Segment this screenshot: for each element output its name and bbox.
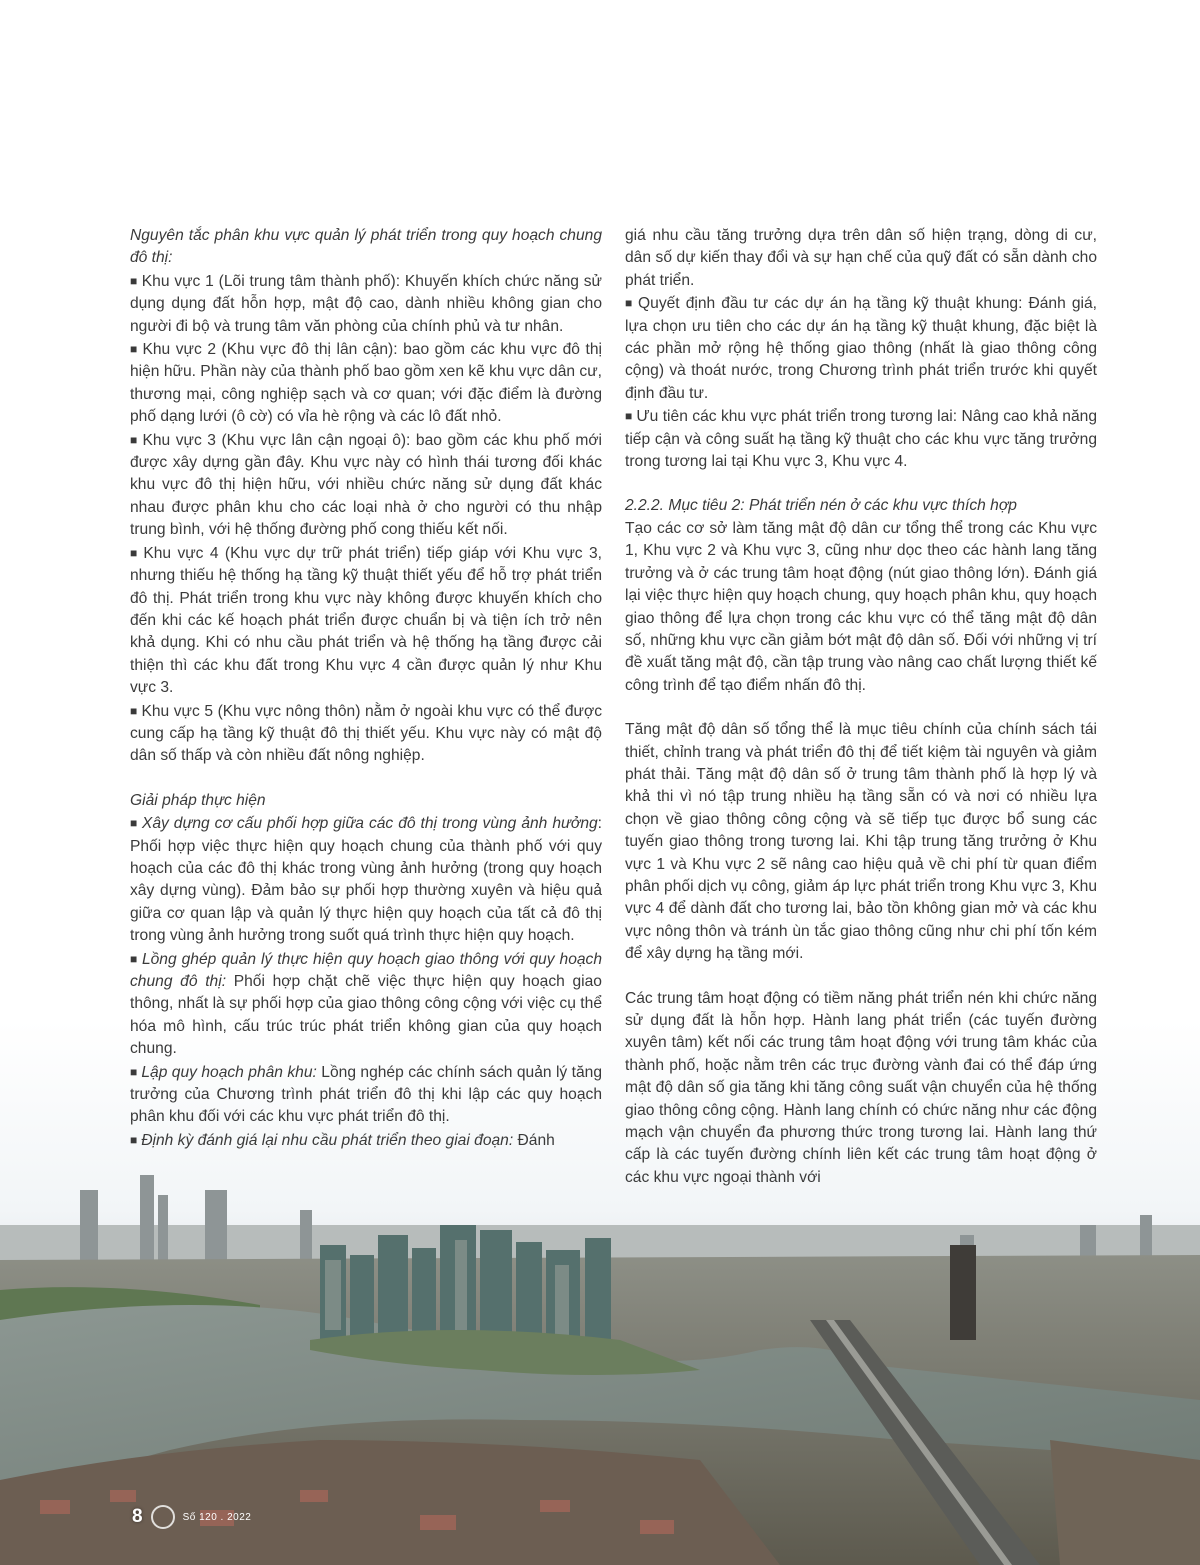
solutions-heading: Giải pháp thực hiện <box>130 791 266 809</box>
zone-item: ■ Khu vực 2 (Khu vực đô thị lân cận): bao gồm các khu vực đô thị hiện hữu. Phần này của thành phố bao gồm xen kẽ khu vực dân cư, thương mại, công nghiệp sạch và cơ quan; với đặc điểm là đường phố dạng lưới (ô cờ) có vỉa hè rộng và các lô đất nhỏ. <box>130 341 602 426</box>
square-bullet-icon: ■ <box>130 816 138 831</box>
square-bullet-icon: ■ <box>130 545 140 560</box>
continuation-paragraph: giá nhu cầu tăng trưởng dựa trên dân số hiện trạng, dòng di cư, dân số dự kiến thay đổi và sự hạn chế của quỹ đất có sẵn dành cho phát triển. <box>625 227 1097 289</box>
zone-item: ■ Khu vực 3 (Khu vực lân cận ngoại ô): bao gồm các khu phố mới được xây dựng gần đây. Khu vực này có hình thái tương đối khác khu vực đô thị hiện hữu, với nhiều chức năng sử dụng đất khác nhau được phân khu cho các loại nhà ở cho người có thu nhập trung bình, với hệ thống đường phố cong thiếu kết nối. <box>130 431 603 539</box>
square-bullet-icon: ■ <box>130 273 138 288</box>
bullet-item: ■ Ưu tiên các khu vực phát triển trong tương lai: Nâng cao khả năng tiếp cận và công suất hạ tầng kỹ thuật cho các khu vực tăng trưởng trong tương lai tại Khu vực 3, Khu vực 4. <box>625 408 1097 471</box>
solution-item: ■ Xây dựng cơ cấu phối hợp giữa các đô thị trong vùng ảnh hưởng: Phối hợp việc thực hiện quy hoạch chung của thành phố với quy hoạch của các đô thị khác trong vùng ảnh hưởng (trong quy hoạch xây dựng vùng). Đảm bảo sự phối hợp thường xuyên và hiệu quả giữa cơ quan lập và quản lý thực hiện quy hoạch của tất cả đô thị trong vùng ảnh hưởng trong suốt quá trình thực hiện quy hoạch. <box>130 815 603 945</box>
square-bullet-icon: ■ <box>130 1064 138 1079</box>
body-paragraph: Các trung tâm hoạt động có tiềm năng phát triển nén khi chức năng sử dụng đất là hỗn hợp. Hành lang phát triển (các tuyến đường xuyên tâm) kết nối các trung tâm hoạt động với trung tâm khác của thành phố, hoặc nằm trên các trục đường vành đai có thể đáp ứng mật độ dân số gia tăng khi tăng công suất vận chuyển của hệ thống giao thông công cộng. Hành lang chính có chức năng như các động mạch vận chuyển đa phương thức trong tương lai. Hành lang thứ cấp là các tuyến đường chính liên kết các trung tâm hoạt động ở các khu vực ngoại thành với <box>625 989 1097 1186</box>
magazine-logo-icon <box>151 1505 175 1529</box>
body-paragraph: Tăng mật độ dân số tổng thể là mục tiêu chính của chính sách tái thiết, chỉnh trang và phát triển đô thị để tiết kiệm tài nguyên và giảm phát thải. Tăng mật độ dân số ở trung tâm thành phố là hợp lý và khả thi vì nó tập trung nhiều hạ tầng sẵn có và nơi có nhiều lựa chọn về giao thông công cộng và sẽ tiếp tục được bổ sung các tuyến giao thông trong tương lai. Khi tập trung tăng trưởng ở Khu vực 1 và Khu vực 2 sẽ nâng cao hiệu quả về chi phí từ quan điểm phân phối dịch vụ công, giảm áp lực phát triển trong Khu vực 3, Khu vực 4 để dành đất cho tương lai, bảo tồn không gian mở và các khu vực nông thôn và tránh ùn tắc giao thông cũng như chi phí tốn kém để xây dựng hạ tầng mới. <box>625 721 1097 963</box>
square-bullet-icon: ■ <box>130 703 138 718</box>
section-heading: 2.2.2. Mục tiêu 2: Phát triển nén ở các khu vực thích hợp <box>625 497 1017 515</box>
bullet-item: ■ Quyết định đầu tư các dự án hạ tầng kỹ thuật khung: Đánh giá, lựa chọn ưu tiên cho các dự án hạ tầng kỹ thuật khung, đặc biệt là các phần mở rộng hệ thống giao thông (nhất là giao thông công cộng) và thoát nước, trong Chương trình phát triển trước khi quyết định đầu tư. <box>625 295 1097 402</box>
page-footer <box>132 1505 251 1529</box>
body-paragraph: Tạo các cơ sở làm tăng mật độ dân cư tổng thể trong các Khu vực 1, Khu vực 2 và Khu vực 3, cũng như dọc theo các hành lang tăng trưởng và ở các trung tâm hoạt động (nút giao thông lớn). Đánh giá lại việc thực hiện quy hoạch chung, quy hoạch phân khu, quy hoạch giao thông để lựa chọn trong các khu vực có thể tăng mật độ dân số, những khu vực cần giảm bớt mật độ dân số. Đối với những vị trí đề xuất tăng mật độ, cần tập trung vào nâng cao chất lượng thiết kế công trình để tạo điểm nhấn đô thị. <box>625 519 1097 694</box>
page-number: 8 <box>132 1506 143 1527</box>
square-bullet-icon: ■ <box>625 296 635 311</box>
solution-item: ■ Định kỳ đánh giá lại nhu cầu phát triển theo giai đoạn: Đánh <box>130 1131 555 1149</box>
zone-item: ■ Khu vực 1 (Lõi trung tâm thành phố): Khuyến khích chức năng sử dụng dụng đất hỗn hợp, mật độ cao, dành nhiều không gian cho người đi bộ và trung tâm văn phòng của chính phủ và tư nhân. <box>130 272 602 335</box>
zone-item: ■ Khu vực 5 (Khu vực nông thôn) nằm ở ngoài khu vực có thể được cung cấp hạ tầng kỹ thuật đô thị thiết yếu. Khu vực này có mật độ dân số thấp và còn nhiều đất nông nghiệp. <box>130 702 602 765</box>
solution-item: ■ Lập quy hoạch phân khu: Lồng nghép các chính sách quản lý tăng trưởng của Chương trình phát triển đô thị khi lập các quy hoạch phân khu đối với các khu vực phát triển đô thị. <box>130 1063 602 1126</box>
zone-item: ■ Khu vực 4 (Khu vực dự trữ phát triển) tiếp giáp với Khu vực 3, nhưng thiếu hệ thống hạ tầng kỹ thuật thiết yếu để hỗ trợ phát triển đô thị. Phát triển trong khu vực này không được khuyến khích cho đến khi các kế hoạch phát triển được chuẩn bị và tiện ích trở nên khả dụng. Khi có nhu cầu phát triển và hệ thống hạ tầng được cải thiện thì các khu đất trong Khu vực 4 cần được quản lý như Khu vực 3. <box>130 544 602 697</box>
solution-item: ■ Lồng ghép quản lý thực hiện quy hoạch giao thông với quy hoạch chung đô thị: Phối hợp chặt chẽ việc thực hiện quy hoạch giao thông, nhất là sự phối hợp của giao thông công cộng với việc cụ thể hóa mô hình, cấu trúc trúc phát triển không gian của quy hoạch chung. <box>130 950 603 1058</box>
square-bullet-icon: ■ <box>625 409 633 424</box>
left-column <box>130 225 602 1152</box>
right-column <box>625 225 1097 1189</box>
square-bullet-icon: ■ <box>130 342 139 357</box>
square-bullet-icon: ■ <box>130 432 139 447</box>
square-bullet-icon: ■ <box>130 1132 138 1147</box>
zoning-principles-heading: Nguyên tắc phân khu vực quản lý phát triển trong quy hoạch chung đô thị: <box>130 227 602 267</box>
square-bullet-icon: ■ <box>130 951 138 966</box>
issue-label: Số 120 . 2022 <box>182 1511 252 1523</box>
